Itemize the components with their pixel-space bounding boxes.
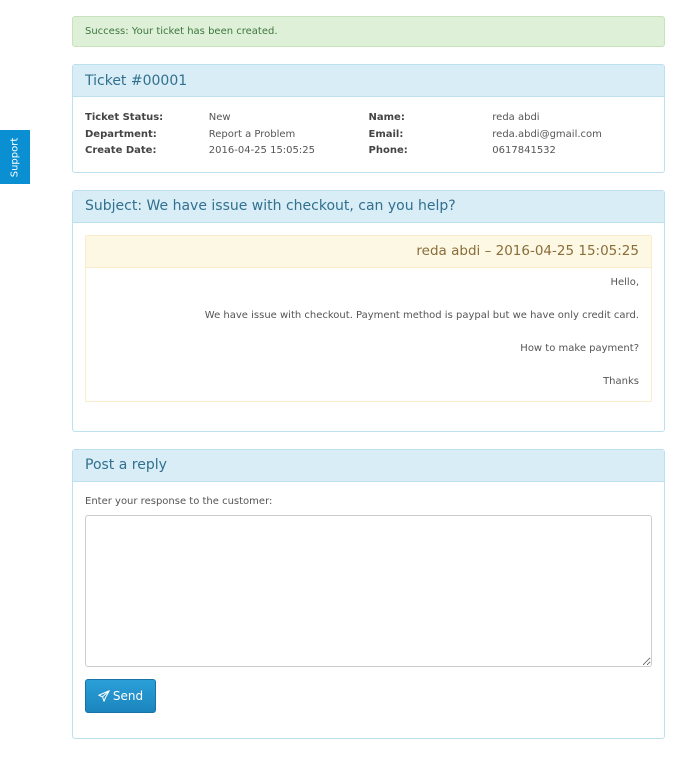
reply-panel-heading (73, 450, 664, 482)
create-date-value: 2016-04-25 15:05:25 (208, 145, 315, 156)
subject-panel (72, 190, 665, 432)
support-tab-label: Support (9, 137, 21, 177)
ticket-status-label: Ticket Status: (85, 112, 164, 123)
subject-title: Subject: We have issue with checkout, can you help? (85, 198, 456, 214)
message-line: How to make payment? (520, 342, 639, 354)
ticket-title: Ticket #00001 (85, 72, 188, 89)
ticket-info (73, 97, 664, 172)
phone-label: Phone: (368, 145, 408, 156)
paper-plane-icon (98, 690, 110, 702)
department-value: Report a Problem (208, 128, 296, 140)
reply-textarea[interactable] (85, 515, 652, 667)
ticket-status-value: New (208, 112, 231, 123)
success-alert-text: Success: Your ticket has been created. (85, 26, 278, 37)
reply-panel (72, 449, 665, 739)
success-alert (72, 16, 665, 47)
message-line: Hello, (610, 276, 639, 288)
create-date-label: Create Date: (85, 145, 157, 156)
email-value: reda.abdi@gmail.com (492, 128, 602, 140)
message-line: Thanks (603, 375, 639, 387)
ticket-panel (72, 64, 665, 173)
message-line: We have issue with checkout. Payment method is paypal but we have only credit card. (204, 309, 639, 321)
main-content (72, 16, 665, 756)
reply-title: Post a reply (85, 457, 167, 473)
send-button-label: Send (112, 688, 144, 703)
reply-label: Enter your response to the customer: (85, 495, 273, 507)
message-author-date: reda abdi – 2016-04-25 15:05:25 (416, 243, 639, 259)
message-card (85, 235, 652, 402)
name-value: reda abdi (492, 112, 540, 123)
support-tab[interactable] (0, 130, 30, 184)
message-header (86, 236, 651, 268)
send-button[interactable] (85, 679, 156, 713)
message-body (86, 268, 651, 401)
name-label: Name: (368, 112, 405, 123)
department-label: Department: (85, 128, 157, 140)
email-label: Email: (368, 128, 404, 140)
ticket-panel-heading (73, 65, 664, 97)
phone-value: 0617841532 (492, 145, 556, 156)
subject-panel-heading (73, 191, 664, 223)
